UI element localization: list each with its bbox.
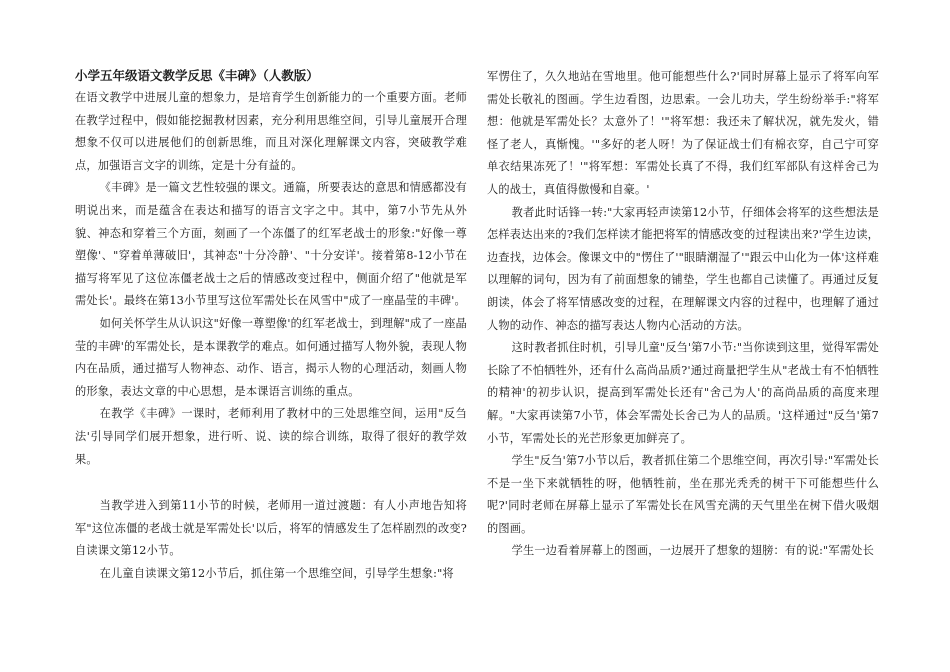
paragraph: 军愣住了，久久地站在雪地里。他可能想些什么?'同时屏幕上显示了将军向军需处长敬礼的图画。学生边看图，边思索。一会儿功夫，学生纷纷举手:"将军想：他就是军需处长？太意外了！'"将军想：我还未了解状况，就先发火，错怪了老人，真惭愧。'"多好的老人呀！为了保证战士们有棉衣穿，自己宁可穿单衣结果冻死了！'"将军想：军需处长真了不得，我们红军部队有这样舍己为人的战士，真值得傲慢和自豪。'	[487, 70, 879, 196]
paragraph: 当教学进入到第11小节的时候，老师用一道过渡题：有人小声地告知将军"这位冻僵的老战士就是军需处长'以后，将军的情感发生了怎样剧烈的改变?自读课文第12小节。	[75, 499, 467, 558]
left-paragraphs	[75, 87, 467, 585]
paragraph-gap	[75, 471, 467, 495]
paragraph: 如何关怀学生从认识这"好像一尊塑像'的红军老战士，到理解"成了一座晶莹的丰碑'的军需处长，是本课教学的难点。如何通过描写人物外貌，表现人物内在品质，通过描写人物神态、动作、语言，揭示人物的心理活动，刻画人物的形象，表达文章的中心思想，是本课语言训练的重点。	[75, 316, 467, 398]
right-paragraphs	[487, 66, 879, 563]
document-title: 小学五年级语文教学反思《丰碑》（人教版）	[75, 68, 319, 83]
paragraph: 在教学《丰碑》一课时，老师利用了教材中的三处思维空间，运用"反刍法'引导同学们展开想象，进行听、说、读的综合训练，取得了很好的教学效果。	[75, 407, 467, 466]
paragraph: 《丰碑》是一篇文艺性较强的课文。通篇，所要表达的意思和情感都没有明说出来，而是蕴含在表达和描写的语言文字之中。其中，第7小节先从外貌、神态和穿着三个方面，刻画了一个冻僵了的红军老战士的形象:"好像一尊塑像'、"穿着单薄破旧'，其神态"十分冷静'、"十分安详'。接着第8-12小节在描写将军见了这位冻僵老战士之后的情感改变过程中，侧面介绍了"他就是军需处长'。最终在第13小节里写这位军需处长在风雪中"成了一座晶莹的丰碑'。	[75, 181, 467, 308]
paragraph: 这时教者抓住时机，引导儿童"反刍'第7小节:"当你读到这里，觉得军需处长除了不怕牺牲外，还有什么高尚品质?'通过商量把学生从"老战士有不怕牺牲的精神'的初步认识，提高到军需处长还有"舍己为人'的高尚品质的高度来理解。"大家再读第7小节，体会军需处长舍己为人的品质。'这样通过"反刍'第7小节，军需处长的光芒形象更加鲜亮了。	[487, 341, 879, 445]
paragraph: 教者此时话锋一转:"大家再轻声读第12小节，仔细体会将军的这些想法是怎样表达出来的?我们怎样读才能把将军的情感改变的过程读出来?'学生边读，边查找，边体会。像课文中的"愣住了'"眼睛潮湿了'"跟云中山化为一体'这样难以理解的词句，因为有了前面想象的铺垫，学生也都自己读懂了。再通过反复朗读，体会了将军情感改变的过程，在理解课文内容的过程中，也理解了通过人物的动作、神态的描写表达人物内心活动的方法。	[487, 205, 879, 332]
left-column	[75, 66, 467, 585]
paragraph: 学生一边看着屏幕上的图画，一边展开了想象的翅膀：有的说:"军需处长	[511, 544, 874, 558]
paragraph: 学生"反刍'第7小节以后，教者抓住第二个思维空间，再次引导:"军需处长不是一坐下来就牺牲的呀，他牺牲前，坐在那光秃秃的树干下可能想些什么呢?'同时老师在屏幕上显示了军需处长在风雪充满的天气里坐在树下借火吸烟的图画。	[487, 454, 879, 535]
paragraph: 在语文教学中进展儿童的想象力，是培育学生创新能力的一个重要方面。老师在教学过程中，假如能挖掘教材因素，充分利用思维空间，引导儿童展开合理想象不仅可以进展他们的创新思维，而且对深化理解课文内容，突破教学难点，加强语言文字的训练，定是十分有益的。	[75, 91, 467, 172]
paragraph: 在儿童自读课文第12小节后，抓住第一个思维空间，引导学生想象:"将	[99, 566, 454, 580]
right-column	[487, 66, 879, 563]
